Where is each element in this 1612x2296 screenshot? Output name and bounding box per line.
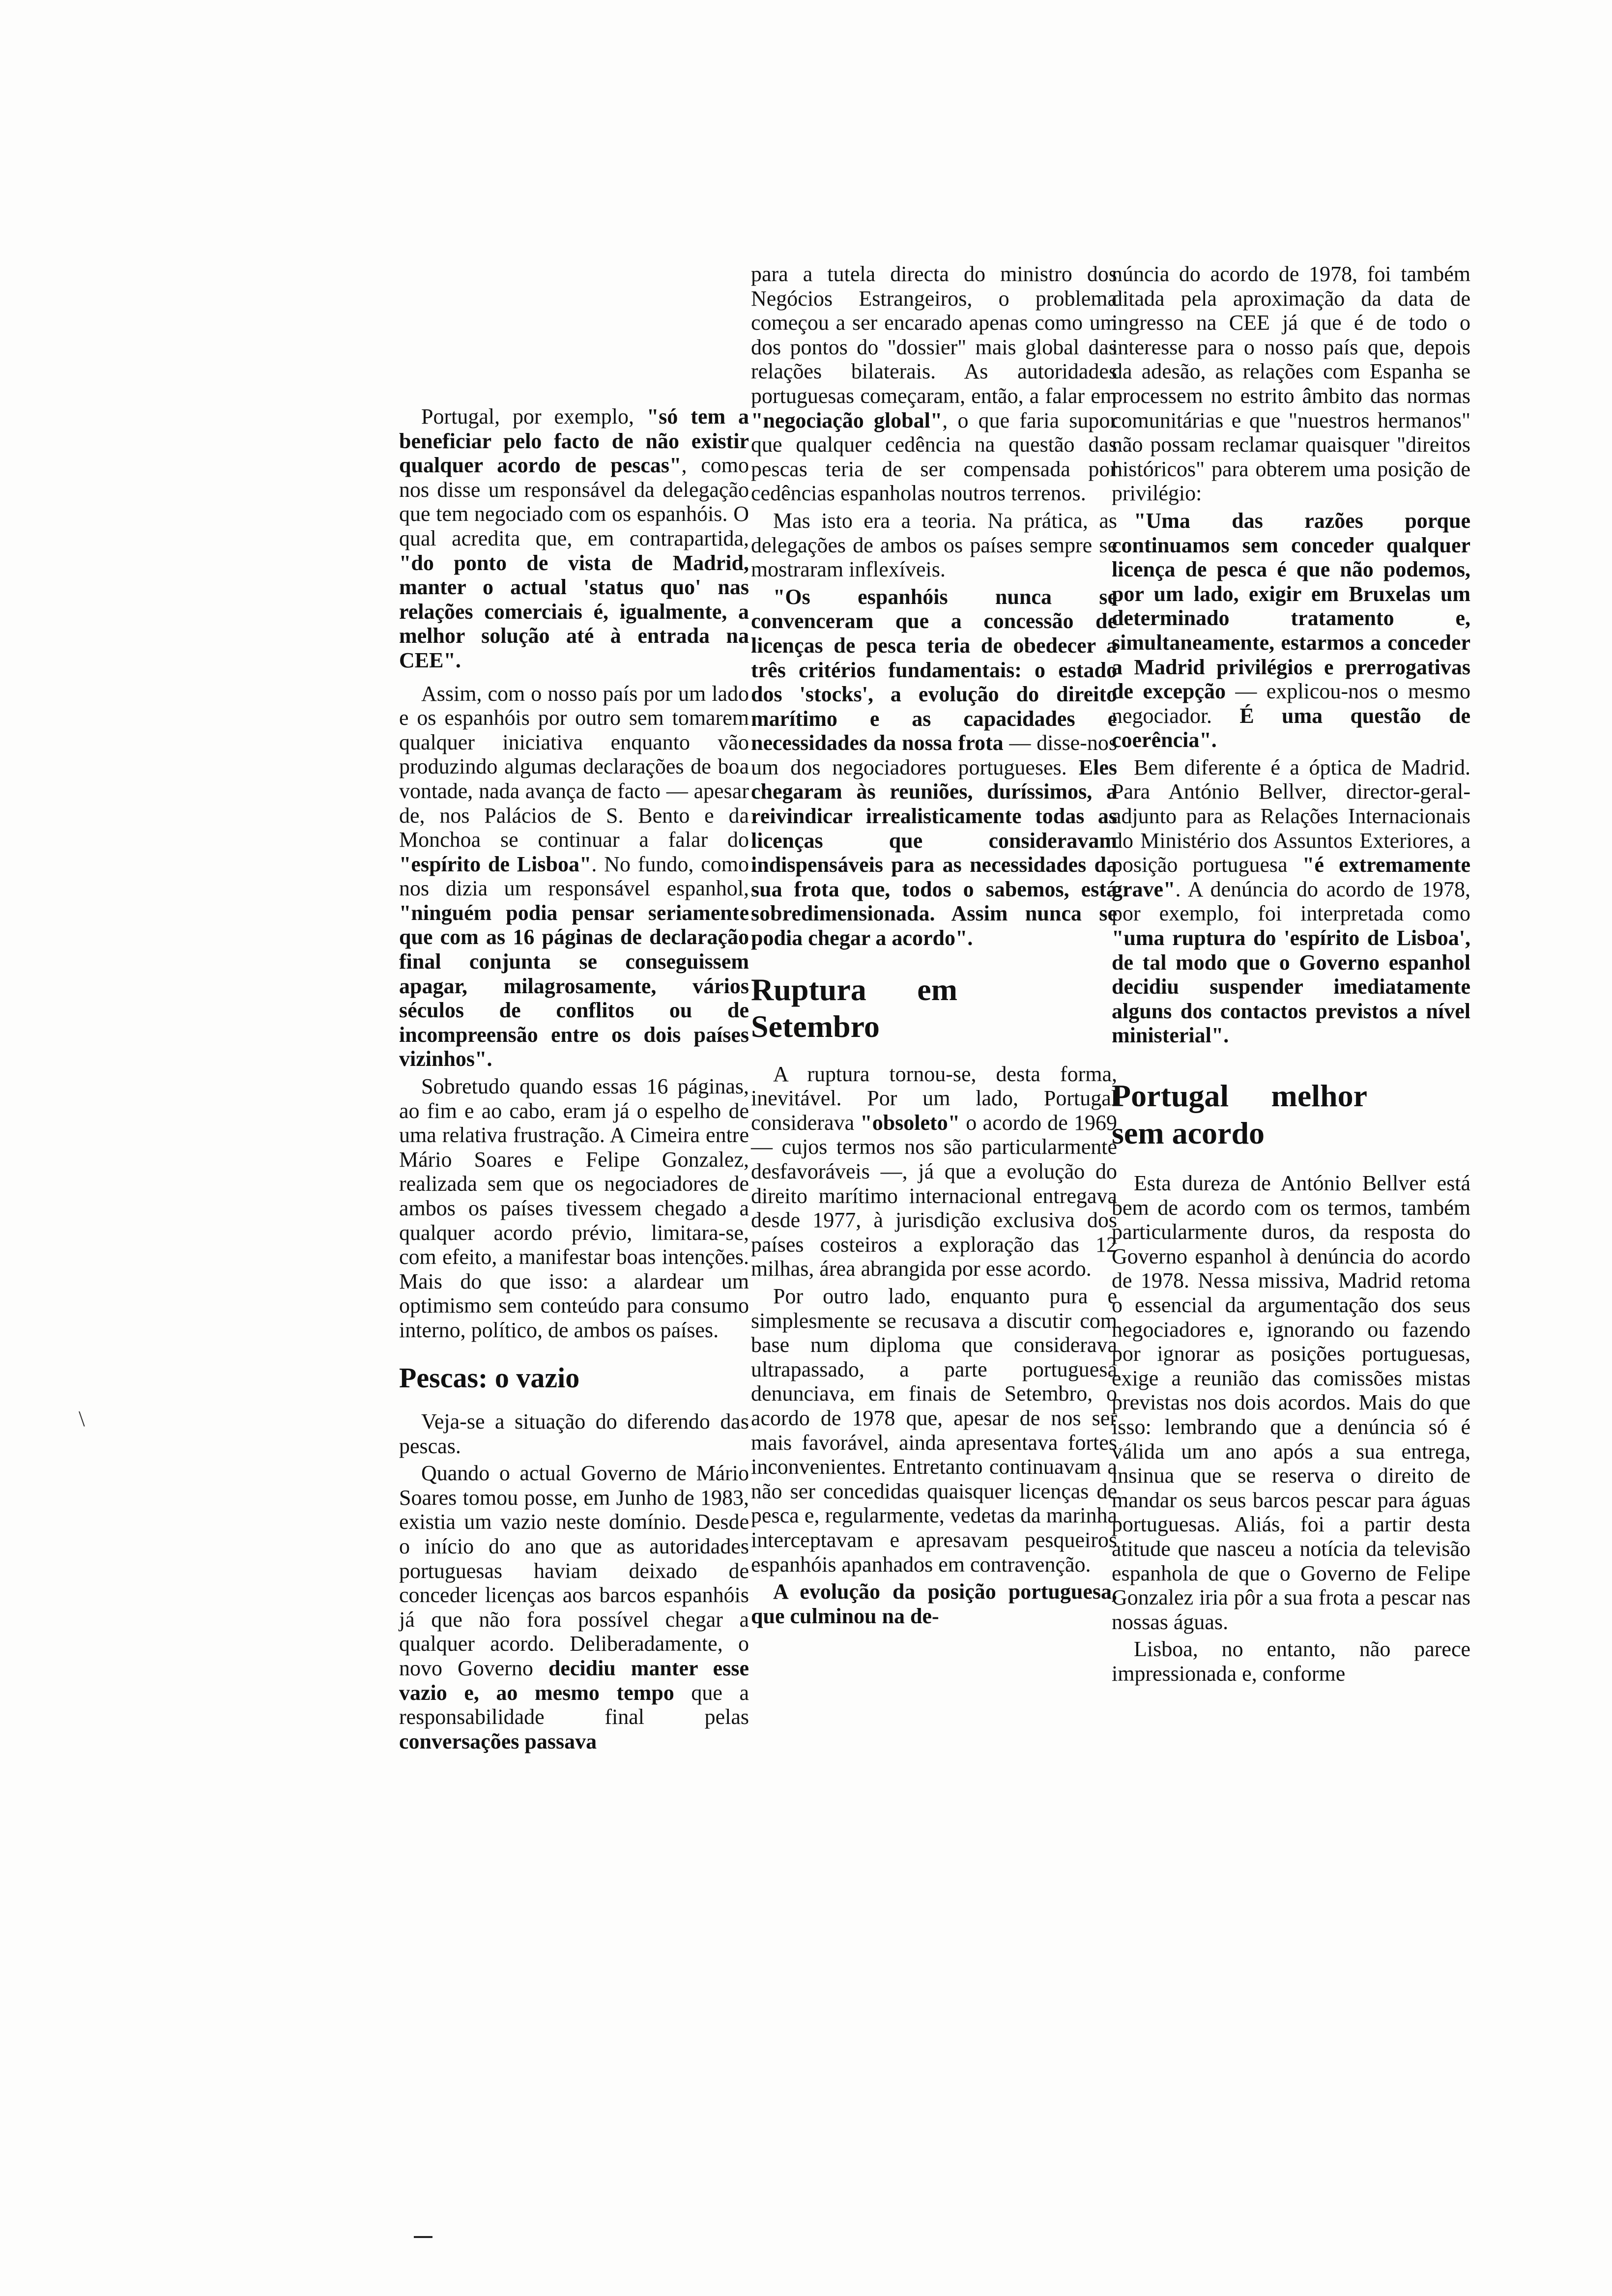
bold-quote: "uma ruptura do 'espírito de Lisboa', de tal modo que o Governo espanhol decidiu suspender imediatamente alguns dos contactos previstos a nível ministerial". (1112, 926, 1470, 1048)
bold-quote: "Os espanhóis nunca se convenceram que a concessão de licenças de pesca teria de obedecer a três critérios fundamentais: o estado dos 'stocks', a evolução do direito marítimo e as capacidades e necessidades da nossa frota (751, 584, 1117, 755)
paragraph: Veja-se a situação do diferendo das pescas. (399, 1409, 749, 1458)
paragraph: Esta dureza de António Bellver está bem de acordo com os termos, também particularmente duros, da resposta do Governo espanhol à denúncia do acordo de 1978. Nessa missiva, Madrid retoma o essencial da argumentação dos seus negociadores e, ignorando ou fazendo por ignorar as posições portuguesas, exige a reunião das comissões mistas previstas nos dois acordos. Mais do que isso: lembrando que a denúncia só é válida um ano após a sua entrega, insinua que se reserva o direito de mandar os seus barcos pescar para águas portuguesas. Aliás, foi a partir desta atitude que nasceu a notícia da televisão espanhola de que o Governo de Felipe Gonzalez iria pôr a sua frota a pescar nas nossas águas. (1112, 1171, 1470, 1634)
section-heading-portugal: Portugal melhor sem acordo (1112, 1078, 1367, 1150)
paragraph (1112, 755, 1470, 1048)
bold-quote: "espírito de Lisboa" (399, 852, 592, 876)
bold-text: decidiu manter esse vazio e, ao mesmo tempo (399, 1656, 749, 1705)
paragraph: Sobretudo quando essas 16 páginas, ao fim e ao cabo, eram já o espelho de uma relativa frustração. A Cimeira entre Mário Soares e Felipe Gonzalez, realizada sem que os negociadores de ambos os países tivessem chegado a qualquer acordo prévio, limitara-se, com efeito, a manifestar boas intenções. Mais do que isso: a alardear um optimismo sem conteúdo para consumo interno, político, de ambos os países. (399, 1074, 749, 1342)
text-run: Bem diferente é a óptica de Madrid. Para António Bellver, director-geral-adjunto para as Relações Internacionais do Ministério dos Assuntos Exteriores, a posição portuguesa (1112, 755, 1470, 877)
bold-quote: "obsoleto" (860, 1110, 960, 1135)
text-run: que a responsabilidade final pelas (399, 1680, 749, 1729)
text-run: , como nos disse um responsável da delegação que tem negociado com os espanhóis. O qual acredita que, em contrapartida, (399, 453, 749, 550)
text-run: — explicou-nos o mesmo negociador. (1112, 679, 1470, 728)
paragraph: A evolução da posição portuguesa, que culminou na de- (751, 1579, 1117, 1628)
paragraph (399, 682, 749, 1072)
text-run: . No fundo, como nos dizia um responsável espanhol, (399, 852, 749, 901)
text-run: para a tutela directa do ministro dos Negócios Estrangeiros, o problema começou a ser encarado apenas como um dos pontos do "dossier" mais global das relações bilaterais. As autoridades portuguesas começaram, então, a falar em (751, 262, 1117, 408)
text-run: Quando o actual Governo de Mário Soares tomou posse, em Junho de 1983, existia um vazio neste domínio. Desde o início do ano que as autoridades portuguesas haviam deixado de conceder licenças aos barcos espanhóis já que não fora possível chegar a qualquer acordo. Deliberadamente, o novo Governo (399, 1461, 749, 1680)
print-mark-dash (414, 2236, 432, 2238)
text-run: . A denúncia do acordo de 1978, por exemplo, foi interpretada como (1112, 877, 1470, 926)
bold-quote: "Uma das razões porque continuamos sem conceder qualquer licença de pesca é que não podemos, por um lado, exigir em Bruxelas um determinado tratamento e, simultaneamente, estarmos a conceder a Madrid privilégios e prerrogativas de excepção (1112, 508, 1470, 704)
article-column-3 (1112, 262, 1470, 1689)
text-run: Assim, com o nosso país por um lado e os espanhóis por outro sem tomarem qualquer iniciativa enquanto vão produzindo algumas declarações de boa vontade, nada avança de facto — apesar de, nos Palácios de S. Bento e da Monchoa se continuar a falar do (399, 681, 749, 852)
article-column-1 (399, 404, 749, 1756)
paragraph: núncia do acordo de 1978, foi também ditada pela aproximação da data de ingresso na CEE já que é de todo o interesse para o nosso país que, depois da adesão, as relações com Espanha se processem no estrito âmbito das normas comunitárias e que "nuestros hermanos" não possam reclamar quaisquer "direitos históricos" para obterem uma posição de privilégio: (1112, 262, 1470, 506)
paragraph: Por outro lado, enquanto pura e simplesmente se recusava a discutir com base num diploma que considerava ultrapassado, a parte portuguesa denunciava, em finais de Setembro, o acordo de 1978 que, apesar de nos ser mais favorável, ainda apresentava fortes inconvenientes. Entretanto continuavam a não ser concedidas quaisquer licenças de pesca e, regularmente, vedetas da marinha interceptavam e apresavam pesqueiros espanhóis apanhados em contravenção. (751, 1284, 1117, 1577)
paragraph (751, 262, 1117, 506)
text-run: , o que faria supor que qualquer cedência na questão das pescas teria de ser compensada por cedências espanholas noutros terrenos. (751, 408, 1117, 506)
paragraph (751, 585, 1117, 950)
bold-text: conversações passava (399, 1729, 597, 1753)
bold-quote: "é extremamente grave" (1112, 853, 1471, 901)
text-run: Portugal, por exemplo, (421, 404, 647, 429)
paragraph: Mas isto era a teoria. Na prática, as delegações de ambos os países sempre se mostraram inflexíveis. (751, 508, 1117, 582)
section-heading-pescas: Pescas: o vazio (399, 1361, 580, 1394)
text-run: — disse-nos um dos negociadores portugueses. (751, 731, 1117, 779)
paragraph (751, 1062, 1117, 1281)
text-run: A ruptura tornou-se, desta forma, inevitável. Por um lado, Portugal considerava (751, 1062, 1117, 1135)
bold-quote: É uma questão de coerência". (1112, 703, 1471, 752)
print-mark-tick: \ (79, 1406, 85, 1431)
bold-quote: Eles chegaram às reuniões, duríssimos, a reivindicar irrealisticamente todas as licenças que consideravam indispensáveis para as necessidades da sua frota que, todos o sabemos, está sobredimensionada. Assim nunca se podia chegar a acordo". (751, 755, 1117, 950)
bold-quote: "só tem a beneficiar pelo facto de não existir qualquer acordo de pescas" (399, 404, 749, 478)
article-column-2 (751, 262, 1117, 1631)
bold-quote: "negociação global" (751, 408, 943, 432)
bold-quote: "ninguém podia pensar seriamente que com as 16 páginas de declaração final conjunta se conseguissem apagar, milagrosamente, vários séculos de conflitos ou de incompreensão entre os dois países vizinhos". (399, 900, 749, 1071)
paragraph (399, 1461, 749, 1753)
paragraph (1112, 509, 1470, 752)
text-run: o acordo de 1969 — cujos termos nos são particularmente desfavoráveis —, já que a evolução do direito marítimo internacional entregava desde 1977, à jurisdição exclusiva dos países costeiros a exploração das 12 milhas, área abrangida por esse acordo. (751, 1110, 1117, 1281)
paragraph: Lisboa, no entanto, não parece impressionada e, conforme (1112, 1637, 1470, 1686)
paragraph (399, 404, 749, 673)
bold-quote: "do ponto de vista de Madrid, manter o actual 'status quo' nas relações comerciais é, igualmente, a melhor solução até à entrada na CEE". (399, 550, 749, 672)
section-heading-ruptura: Ruptura em Setembro (751, 972, 957, 1044)
